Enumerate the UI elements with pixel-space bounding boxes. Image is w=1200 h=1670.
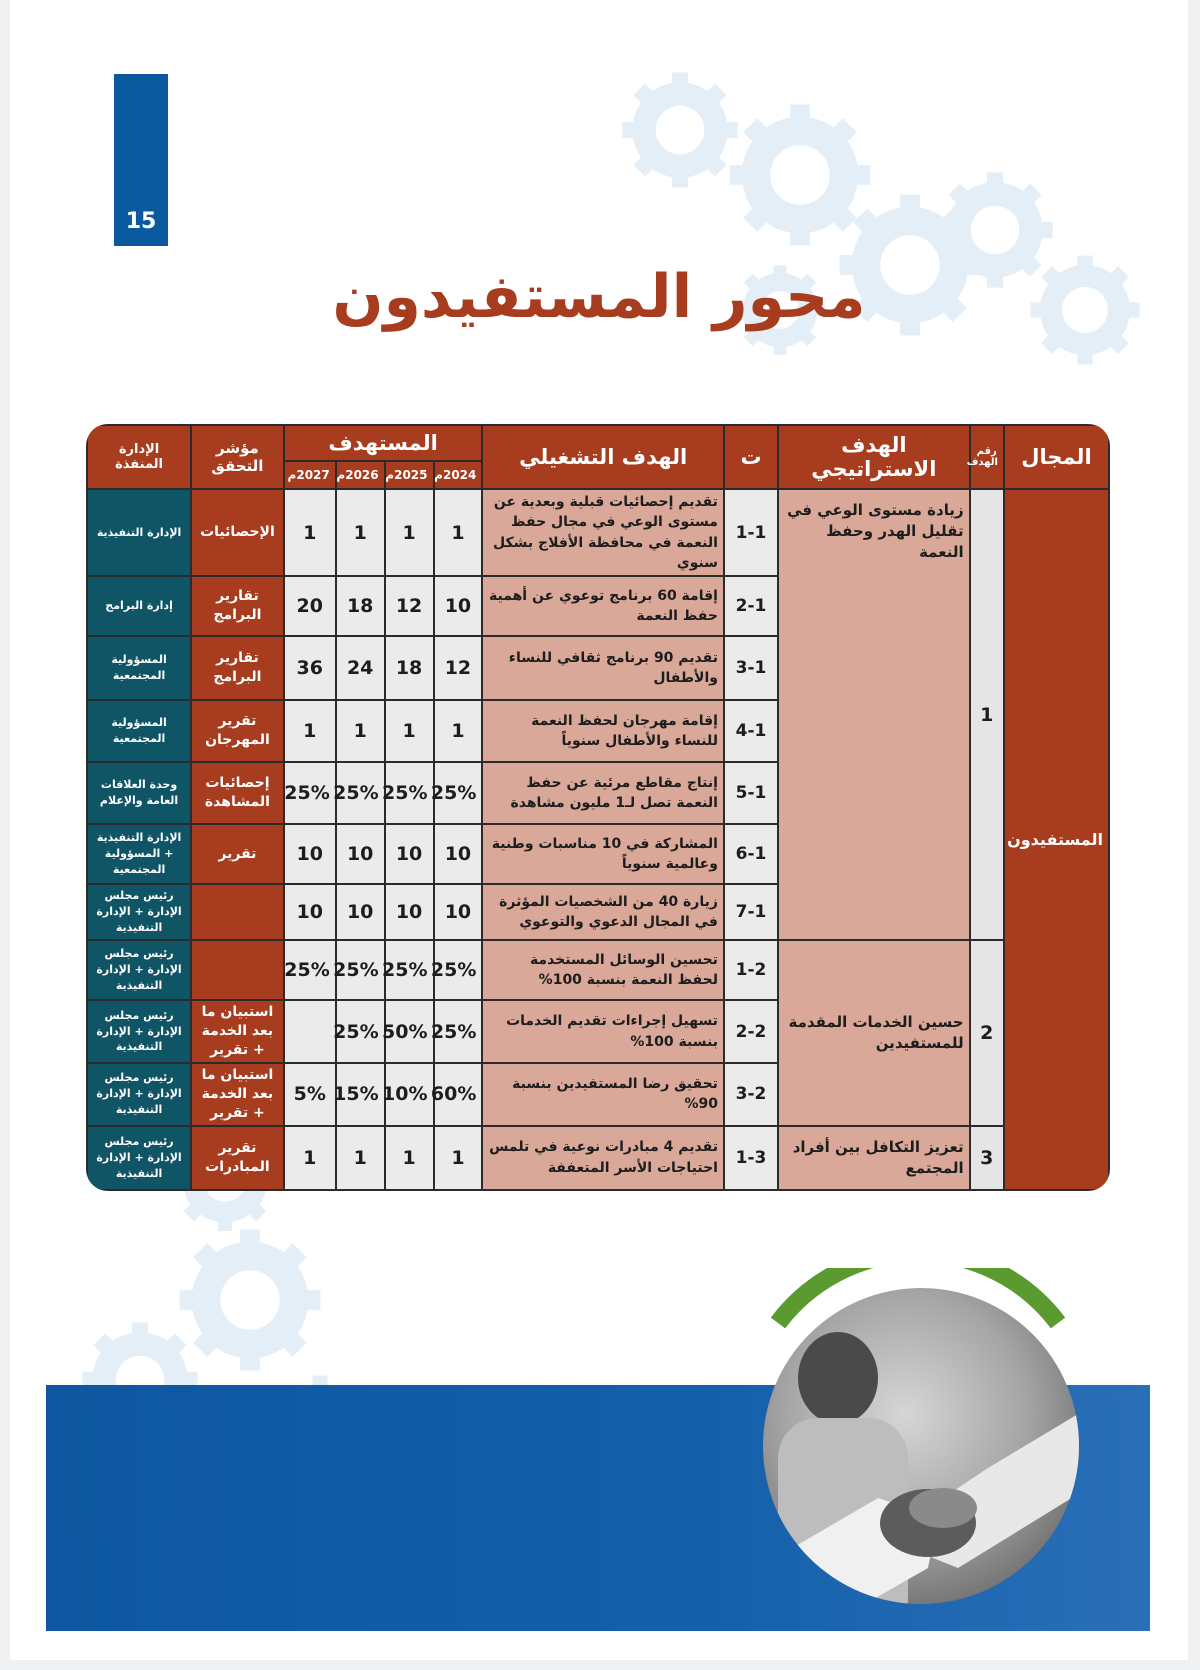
document-page xyxy=(10,0,1188,1660)
domain-cell: المستفيدون xyxy=(1005,490,1108,1189)
target-value: 10 xyxy=(386,885,433,939)
operational-goal-cell: إقامة مهرجان لحفظ النعمة للنساء والأطفال سنوياً xyxy=(483,701,723,761)
row-code: 4-1 xyxy=(725,701,777,761)
target-value: 10 xyxy=(435,825,482,883)
indicator-cell: استبيان ما بعد الخدمة + تقرير xyxy=(192,1001,283,1062)
target-value: 10 xyxy=(386,825,433,883)
indicator-cell: تقارير البرامج xyxy=(192,577,283,635)
target-value: 1 xyxy=(435,1127,482,1189)
header-operational-goal: الهدف التشغيلي xyxy=(483,426,723,488)
row-code: 3-1 xyxy=(725,637,777,699)
target-value: 25% xyxy=(285,941,335,999)
row-code: 2-1 xyxy=(725,577,777,635)
row-code: 5-1 xyxy=(725,763,777,823)
operational-goal-cell: إقامة 60 برنامج توعوي عن أهمية حفظ النعمة xyxy=(483,577,723,635)
target-value: 25% xyxy=(435,941,482,999)
target-value: 25% xyxy=(337,941,384,999)
target-value: 1 xyxy=(337,490,384,575)
department-cell: رئيس مجلس الإدارة + الإدارة التنفيذية xyxy=(88,885,190,939)
target-value: 25% xyxy=(337,763,384,823)
strategic-goal-cell: تعزيز التكافل بين أفراد المجتمع xyxy=(779,1127,969,1189)
target-value: 1 xyxy=(337,701,384,761)
page-number: 15 xyxy=(125,209,157,234)
target-value: 12 xyxy=(386,577,433,635)
goal-number-cell: 3 xyxy=(971,1127,1003,1189)
page-title: محور المستفيدون xyxy=(332,262,866,332)
target-value: 10 xyxy=(435,885,482,939)
target-value: 10 xyxy=(337,825,384,883)
operational-goal-cell: تسهيل إجراءات تقديم الخدمات بنسبة 100% xyxy=(483,1001,723,1062)
target-value: 15% xyxy=(337,1064,384,1125)
header-strategic-goal: الهدف الاستراتيجي xyxy=(779,426,969,488)
strategic-goal-cell: حسين الخدمات المقدمة للمستفيدين xyxy=(779,941,969,1124)
target-value: 1 xyxy=(386,490,433,575)
department-cell: وحدة العلاقات العامة والإعلام xyxy=(88,763,190,823)
indicator-cell: تقرير المبادرات xyxy=(192,1127,283,1189)
header-year: 2026م xyxy=(337,462,384,488)
department-cell: الإدارة التنفيذية xyxy=(88,490,190,575)
target-value: 5% xyxy=(285,1064,335,1125)
operational-goal-cell: تحقيق رضا المستفيدين بنسبة 90% xyxy=(483,1064,723,1125)
target-value: 24 xyxy=(337,637,384,699)
target-value: 10 xyxy=(285,885,335,939)
indicator-cell xyxy=(192,941,283,999)
target-value: 1 xyxy=(285,701,335,761)
operational-goal-cell: تقديم 4 مبادرات نوعية في تلمس احتياجات الأسر المتعففة xyxy=(483,1127,723,1189)
indicator-cell: الإحصائيات xyxy=(192,490,283,575)
department-cell: إدارة البرامج xyxy=(88,577,190,635)
target-value: 60% xyxy=(435,1064,482,1125)
header-target: المستهدف xyxy=(285,426,482,460)
target-value: 1 xyxy=(386,1127,433,1189)
department-cell: المسؤولية المجتمعية xyxy=(88,637,190,699)
page-number-tab xyxy=(114,74,168,246)
target-value: 1 xyxy=(285,1127,335,1189)
row-code: 7-1 xyxy=(725,885,777,939)
header-year: 2024م xyxy=(435,462,482,488)
header-domain: المجال xyxy=(1005,426,1108,488)
target-value: 1 xyxy=(435,701,482,761)
target-value: 25% xyxy=(386,763,433,823)
row-code: 1-1 xyxy=(725,490,777,575)
table-row xyxy=(88,941,1108,999)
operational-goal-cell: تحسين الوسائل المستخدمة لحفظ النعمة بنسبة 100% xyxy=(483,941,723,999)
target-value: 1 xyxy=(435,490,482,575)
row-code: 1-2 xyxy=(725,941,777,999)
department-cell: رئيس مجلس الإدارة + الإدارة التنفيذية xyxy=(88,1064,190,1125)
indicator-cell: تقرير المهرجان xyxy=(192,701,283,761)
indicator-cell: استبيان ما بعد الخدمة + تقرير xyxy=(192,1064,283,1125)
target-value: 25% xyxy=(435,763,482,823)
table-row xyxy=(88,1127,1108,1189)
row-code: 1-3 xyxy=(725,1127,777,1189)
goal-number-cell: 1 xyxy=(971,490,1003,939)
gear-icon xyxy=(730,105,871,246)
target-value: 25% xyxy=(386,941,433,999)
operational-goal-cell: المشاركة في 10 مناسبات وطنية وعالمية سنوياً xyxy=(483,825,723,883)
target-value: 20 xyxy=(285,577,335,635)
operational-goal-cell: تقديم 90 برنامج ثقافي للنساء والأطفال xyxy=(483,637,723,699)
row-code: 6-1 xyxy=(725,825,777,883)
goal-number-cell: 2 xyxy=(971,941,1003,1124)
target-value: 25% xyxy=(337,1001,384,1062)
target-value: 25% xyxy=(435,1001,482,1062)
indicator-cell: تقارير البرامج xyxy=(192,637,283,699)
handshake-photo xyxy=(758,1268,1088,1608)
operational-goal-cell: إنتاج مقاطع مرئية عن حفظ النعمة تصل لـ1 مليون مشاهدة xyxy=(483,763,723,823)
header-year: 2027م xyxy=(285,462,335,488)
table-row xyxy=(88,490,1108,575)
target-value: 1 xyxy=(285,490,335,575)
row-code: 3-2 xyxy=(725,1064,777,1125)
target-value: 10% xyxy=(386,1064,433,1125)
target-value xyxy=(285,1001,335,1062)
gear-icon xyxy=(180,1230,321,1371)
target-value: 1 xyxy=(386,701,433,761)
header-goal-number: رقم الهدف xyxy=(971,426,1003,488)
target-value: 36 xyxy=(285,637,335,699)
department-cell: رئيس مجلس الإدارة + الإدارة التنفيذية xyxy=(88,1127,190,1189)
target-value: 25% xyxy=(285,763,335,823)
header-indicator: مؤشر التحقق xyxy=(192,426,283,488)
department-cell: رئيس مجلس الإدارة + الإدارة التنفيذية xyxy=(88,1001,190,1062)
indicator-cell: إحصائيات المشاهدة xyxy=(192,763,283,823)
operational-goal-cell: تقديم إحصائيات قبلية وبعدية عن مستوى الوعي في مجال حفظ النعمة في محافظة الأفلاج بشكل سنوي xyxy=(483,490,723,575)
target-value: 10 xyxy=(285,825,335,883)
indicator-cell: تقرير xyxy=(192,825,283,883)
target-value: 10 xyxy=(337,885,384,939)
target-value: 18 xyxy=(386,637,433,699)
department-cell: رئيس مجلس الإدارة + الإدارة التنفيذية xyxy=(88,941,190,999)
indicator-cell xyxy=(192,885,283,939)
strategic-goal-cell: زيادة مستوى الوعي في تقليل الهدر وحفظ النعمة xyxy=(779,490,969,939)
target-value: 50% xyxy=(386,1001,433,1062)
target-value: 18 xyxy=(337,577,384,635)
department-cell: الإدارة التنفيذية + المسؤولية المجتمعية xyxy=(88,825,190,883)
header-department: الإدارة المنفذة xyxy=(88,426,190,488)
strategic-plan-table xyxy=(86,424,1110,1191)
target-value: 10 xyxy=(435,577,482,635)
target-value: 12 xyxy=(435,637,482,699)
target-value: 1 xyxy=(337,1127,384,1189)
gear-icon xyxy=(622,72,737,187)
row-code: 2-2 xyxy=(725,1001,777,1062)
header-year: 2025م xyxy=(386,462,433,488)
header-seq: ت xyxy=(725,426,777,488)
department-cell: المسؤولية المجتمعية xyxy=(88,701,190,761)
operational-goal-cell: زيارة 40 من الشخصيات المؤثرة في المجال الدعوي والتوعوي xyxy=(483,885,723,939)
